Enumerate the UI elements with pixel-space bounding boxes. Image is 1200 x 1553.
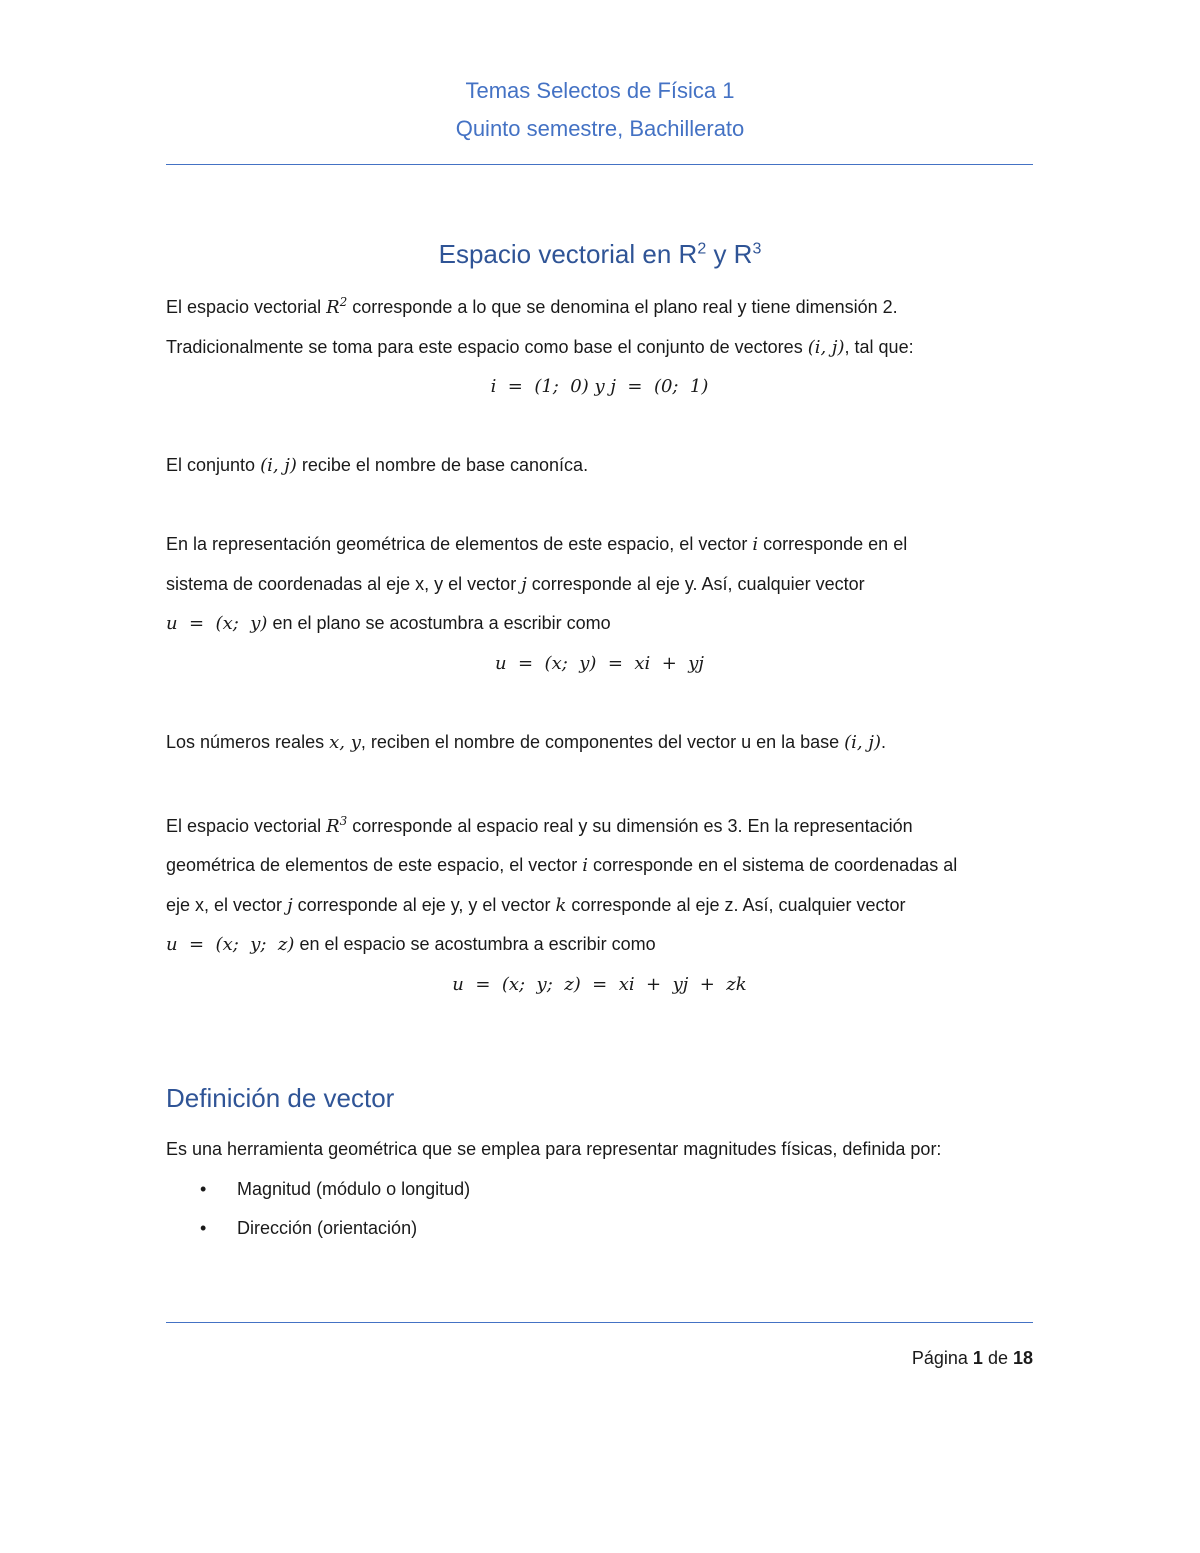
p6-l2-text-b: corresponde en el sistema de coordenadas al [588,855,958,875]
paragraph-canonical-base [166,446,1033,486]
p3-math: (i, j) [260,455,297,476]
p6-l2-text-a: geométrica de elementos de este espacio, el vector [166,855,583,875]
p6-l1-math-r: R [326,815,340,837]
p6-l3-text-b: corresponde al eje y, y el vector [292,894,556,915]
vector-definition-section [166,1130,1033,1249]
p5-math-2: (i, j) [844,731,881,753]
title-superscript-3: 3 [752,240,762,258]
footer-page-number: 1 [972,1348,983,1368]
p4-l2-text-b: corresponde al eje y. Así, cualquier vector [526,573,865,594]
equation-r2-vector: u = (x; y) = xi + yj [494,652,705,674]
p6-l4-math: u = (x; y; z) [166,934,295,955]
p3-text-a: El conjunto [166,455,261,475]
p5-text-c: . [880,731,886,752]
p4-l2-math: j [521,573,527,595]
paragraph-r2-definition [166,283,1033,328]
paragraph-geometric-r2-line1 [166,525,1033,565]
list-item [166,1209,1033,1249]
paragraph-r3-line4 [166,925,1033,965]
title-mid: y R [706,239,753,269]
p5-math-1: x, y [329,731,361,753]
p3-text-b: recibe el nombre de base canoníca. [296,455,589,475]
p2-math: (i, j) [807,336,845,358]
bullet-icon: • [200,1178,207,1199]
title-superscript-2: 2 [697,240,707,258]
p6-l1-text-a: El espacio vectorial [166,815,327,836]
main-content [166,283,1033,1004]
p4-l3-math: u = (x; y) [166,613,268,634]
p4-l1-text-b: corresponde en el [758,534,908,554]
p1-text-b: corresponde a lo que se denomina el plano real y tiene dimensión 2. [347,297,898,317]
p6-l3-math-1: j [287,894,293,916]
page-header [0,72,1200,148]
header-divider [166,164,1033,165]
header-course-title: Temas Selectos de Física 1 [465,78,735,103]
vector-properties-list [166,1170,1033,1249]
title-text: Espacio vectorial en R [438,239,698,269]
p1-math-sup: 2 [339,295,348,309]
p4-l1-text-a: En la representación geométrica de elementos de este espacio, el vector [166,534,753,554]
list-item-text: Magnitud (módulo o longitud) [237,1178,471,1199]
page-title [0,232,1200,276]
paragraph-components [166,723,1033,763]
footer-total-pages: 18 [1012,1348,1033,1368]
footer-page-label: Página [911,1348,973,1368]
equation-r3-vector: u = (x; y; z) = xi + yj + zk [452,973,747,995]
p6-l3-text-c: corresponde al eje z. Así, cualquier vector [566,894,906,915]
p1-text-a: El espacio vectorial [166,297,327,317]
paragraph-r3-line1 [166,802,1033,847]
footer-of-label: de [982,1348,1013,1368]
footer-divider [166,1322,1033,1323]
paragraph-r3-line2 [166,846,1033,886]
p5-text-b: , reciben el nombre de componentes del vector u en la base [360,731,845,752]
paragraph-geometric-r2-line2 [166,565,1033,605]
section-heading-vector-definition: Definición de vector [166,1083,395,1113]
p2-text-b: , tal que: [844,336,914,357]
p4-l3-text-b: en el plano se acostumbra a escribir como [267,613,611,633]
paragraph-r3-line3 [166,886,1033,926]
paragraph-geometric-r2-line3 [166,604,1033,644]
p6-l1-math-sup: 3 [339,813,348,828]
vector-definition-intro: Es una herramienta geométrica que se emplea para representar magnitudes físicas, definida por: [166,1139,942,1159]
paragraph-base [166,328,1033,368]
p6-l4-text-b: en el espacio se acostumbra a escribir como [294,934,656,954]
p1-math [326,297,347,318]
list-item [166,1170,1033,1210]
header-semester: Quinto semestre, Bachillerato [455,116,745,141]
p4-l2-text-a: sistema de coordenadas al eje x, y el vector [166,573,522,594]
p1-math-r: R [326,297,340,318]
p6-l1-text-b: corresponde al espacio real y su dimensión es 3. En la representación [347,815,913,836]
p4-l1-math: i [752,534,759,555]
p6-l3-text-a: eje x, el vector [166,894,288,915]
p2-text-a: Tradicionalmente se toma para este espacio como base el conjunto de vectores [166,336,808,357]
equation-base-vectors: i = (1; 0) y j = (0; 1) [490,376,709,397]
p6-l2-math: i [582,855,588,876]
p6-l1-math [326,813,348,837]
bullet-icon: • [200,1218,207,1238]
p5-text-a: Los números reales [166,731,330,752]
list-item-text: Dirección (orientación) [237,1218,418,1238]
page-footer [166,1340,1033,1376]
p6-l3-math-2: k [555,894,567,916]
